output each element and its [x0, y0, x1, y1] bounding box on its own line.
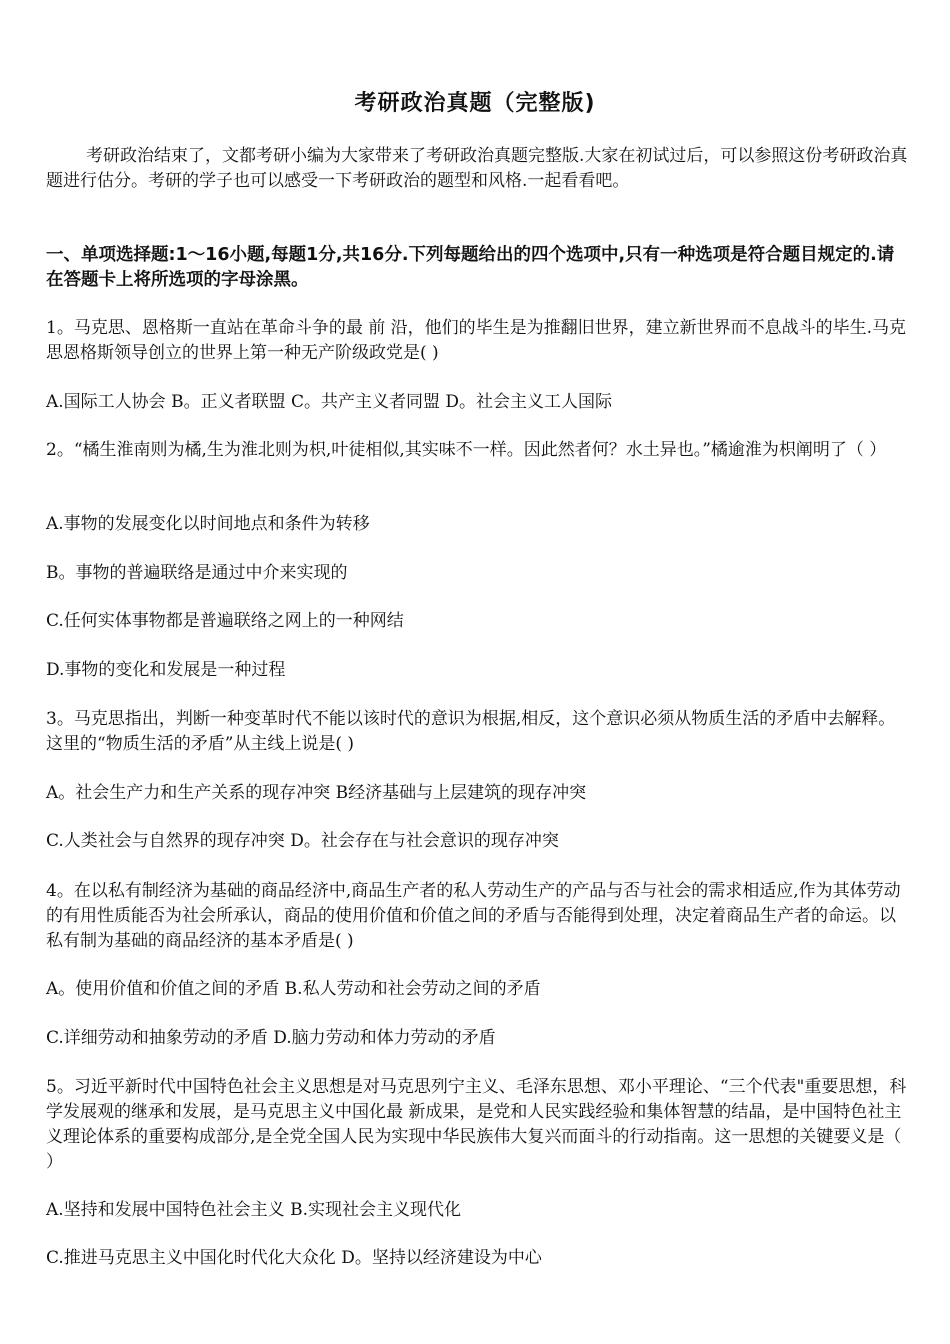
- question-4-stem: 4。在以私有制经济为基础的商品经济中,商品生产者的私人劳动生产的产品与否与社会的需求相适应,作为其体劳动的有用性质能否为社会所承认，商品的使用价值和价值之间的矛盾与否能得到处理，决定着商品生产者的命运。以私有制为基础的商品经济的基本矛盾是( ): [46, 881, 901, 951]
- question-5-stem: 5。习近平新时代中国特色社会主义思想是对马克思列宁主义、毛泽东思想、邓小平理论、“三个代表"重要思想，科学发展观的继承和发展，是马克思主义中国化最 新成果，是党和人民实践经验和集体智慧的结晶，是中国特色社主义理论体系的重要构成部分,是全党全国人民为实现中华民族伟大复兴而面斗的行动指南。这一思想的关键要义是（ ）: [46, 1077, 907, 1172]
- section-heading: 一、单项选择题:1～16小题,每题1分,共16分.下列每题给出的四个选项中,只有一种选项是符合题目规定的.请在答题卡上将所选项的字母涂黑。: [46, 245, 895, 290]
- question-2-option-c: C.任何实体事物都是普遍联络之网上的一种网结: [46, 611, 404, 631]
- question-3-options-cd: C.人类社会与自然界的现存冲突 D。社会存在与社会意识的现存冲突: [46, 831, 559, 851]
- question-2-option-a: A.事物的发展变化以时间地点和条件为转移: [46, 514, 370, 534]
- intro-paragraph: 考研政治结束了，文都考研小编为大家带来了考研政治真题完整版.大家在初试过后，可以参照这份考研政治真题进行估分。考研的学子也可以感受一下考研政治的题型和风格.一起看看吧。: [46, 146, 908, 191]
- question-5-options-ab: A.坚持和发展中国特色社会主义 B.实现社会主义现代化: [46, 1200, 461, 1220]
- question-4-options-ab: A。使用价值和价值之间的矛盾 B.私人劳动和社会劳动之间的矛盾: [46, 979, 541, 999]
- question-3-stem: 3。马克思指出，判断一种变革时代不能以该时代的意识为根据,相反，这个意识必须从物质生活的矛盾中去解释。这里的“物质生活的矛盾”从主线上说是( ): [46, 709, 896, 754]
- question-2-stem: 2。“橘生淮南则为橘,生为淮北则为枳,叶徒相似,其实味不一样。因此然者何？水土异也。”橘逾淮为枳阐明了（ ）: [46, 440, 887, 460]
- question-4-options-cd: C.详细劳动和抽象劳动的矛盾 D.脑力劳动和体力劳动的矛盾: [46, 1028, 496, 1048]
- question-5-options-cd: C.推进马克思主义中国化时代化大众化 D。坚持以经济建设为中心: [46, 1248, 542, 1268]
- question-2-option-d: D.事物的变化和发展是一种过程: [46, 660, 286, 680]
- question-2-option-b: B。事物的普遍联络是通过中介来实现的: [46, 563, 348, 583]
- question-1-stem: 1。马克思、恩格斯一直站在革命斗争的最 前 沿，他们的毕生是为推翻旧世界，建立新世界而不息战斗的毕生.马克思恩格斯领导创立的世界上第一种无产阶级政党是( ): [46, 318, 907, 363]
- question-3-options-ab: A。社会生产力和生产关系的现存冲突 B经济基础与上层建筑的现存冲突: [46, 783, 587, 803]
- question-1-options: A.国际工人协会 B。正义者联盟 C。共产主义者同盟 D。社会主义工人国际: [46, 392, 613, 412]
- document-title: 考研政治真题（完整版): [354, 91, 596, 116]
